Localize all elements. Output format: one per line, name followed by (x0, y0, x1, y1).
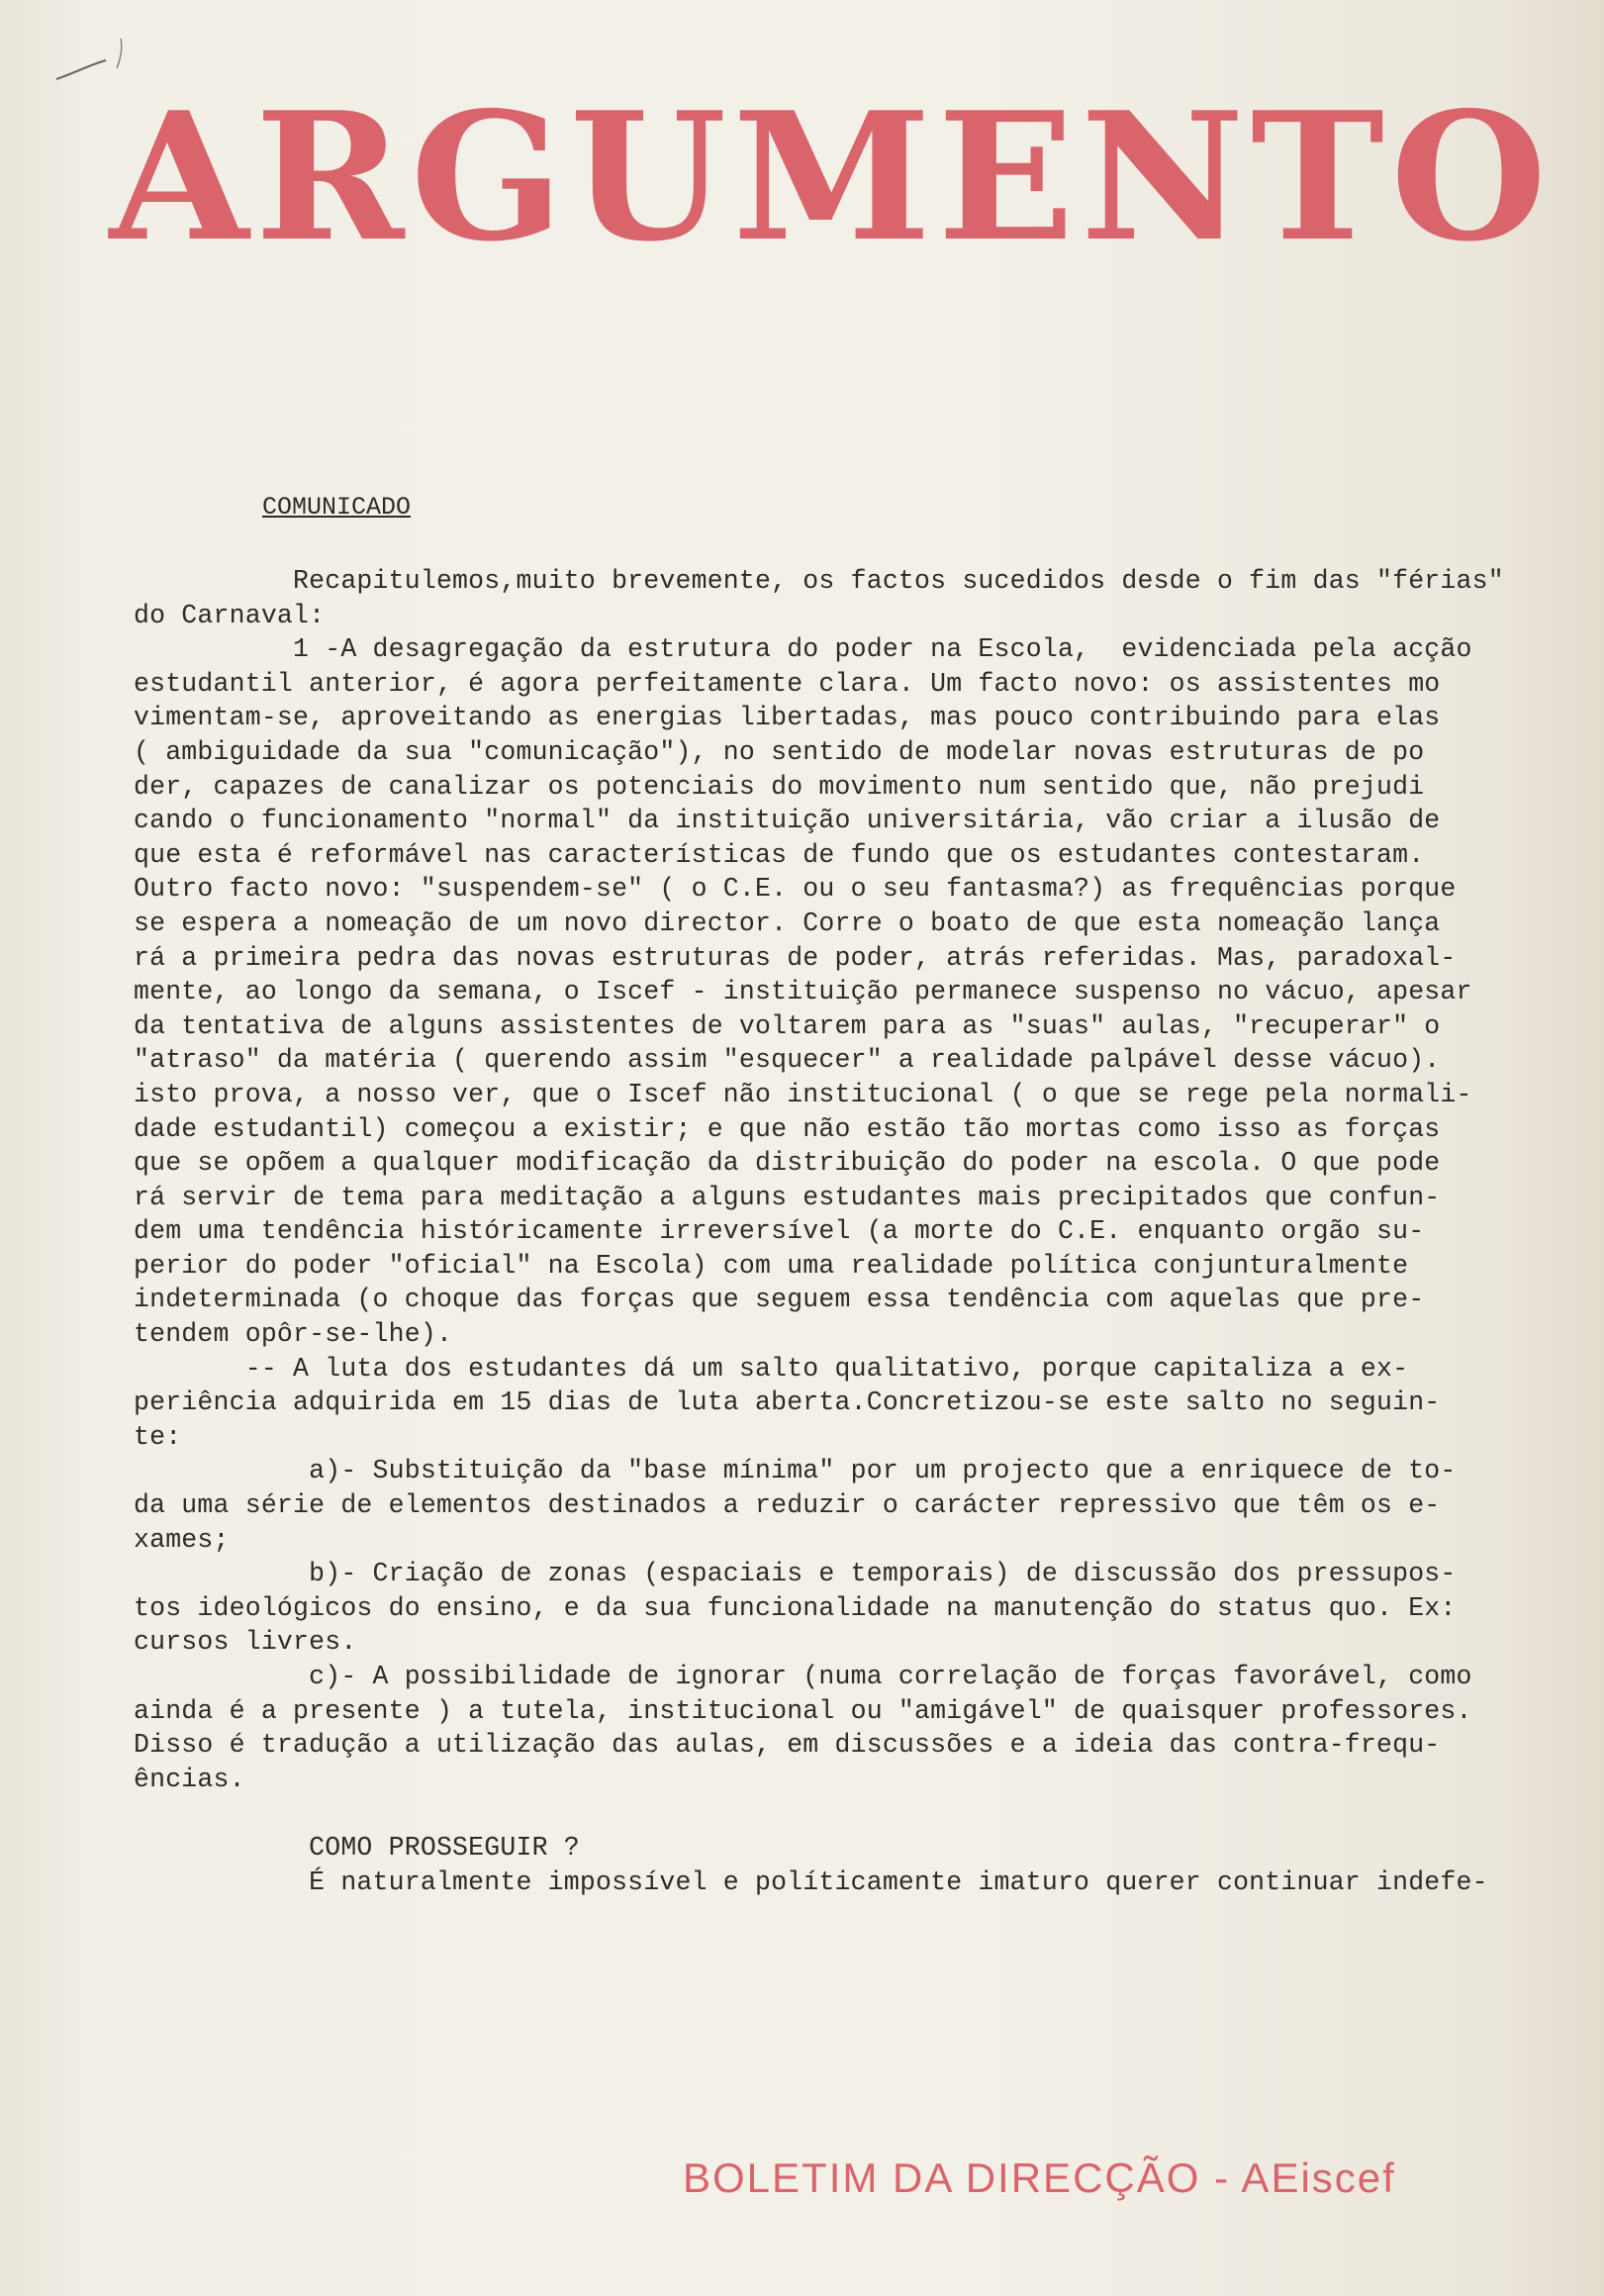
text-line: COMO PROSSEGUIR ? (134, 1832, 580, 1863)
text-line: dem uma tendência históricamente irreversível (a morte do C.E. enquanto orgão su- (134, 1216, 1425, 1247)
text-line: periência adquirida em 15 dias de luta aberta.Concretizou-se este salto no seguin- (134, 1387, 1441, 1418)
text-line: isto prova, a nosso ver, que o Iscef não institucional ( o que se rege pela normali- (134, 1079, 1472, 1109)
text-line: se espera a nomeação de um novo director. Corre o boato de que esta nomeação lança (134, 908, 1441, 938)
text-line: der, capazes de canalizar os potenciais do movimento num sentido que, não prejudi (134, 771, 1425, 802)
masthead-title: ARGUMENTO (109, 72, 1554, 280)
text-line: estudantil anterior, é agora perfeitamente clara. Um facto novo: os assistentes mo (134, 668, 1441, 699)
text-line: da tentativa de alguns assistentes de voltarem para as "suas" aulas, "recuperar" o (134, 1010, 1441, 1041)
text-line: do Carnaval: (134, 600, 326, 630)
text-line: a)- Substituição da "base mínima" por um projecto que a enriquece de to- (134, 1456, 1457, 1486)
text-line: c)- A possibilidade de ignorar (numa correlação de forças favorável, como (134, 1662, 1472, 1691)
text-line: xames; (134, 1524, 230, 1555)
text-line: dade estudantil) começou a existir; e que não estão tão mortas como isso as forças (134, 1113, 1441, 1144)
text-line: b)- Criação de zonas (espaciais e temporais) de discussão dos pressupos- (134, 1559, 1457, 1589)
text-line: perior do poder "oficial" na Escola) com uma realidade política conjunturalmente (134, 1250, 1409, 1281)
text-line: rá a primeira pedra das novas estruturas de poder, atrás referidas. Mas, paradoxal- (134, 942, 1457, 973)
text-line: vimentam-se, aproveitando as energias libertadas, mas pouco contribuindo para elas (134, 703, 1441, 733)
text-line: tendem opôr-se-lhe). (134, 1319, 453, 1350)
text-line: que esta é reformável nas características de fundo que os estudantes contestaram. (134, 839, 1425, 870)
text-line: Outro facto novo: "suspendem-se" ( o C.E. ou o seu fantasma?) as frequências porque (134, 874, 1457, 905)
text-line: Disso é tradução a utilização das aulas, em discussões e a ideia das contra-frequ- (134, 1730, 1441, 1761)
text-line: ainda é a presente ) a tutela, institucional ou "amigável" de quaisquer professores. (134, 1695, 1472, 1726)
text-line: mente, ao longo da semana, o Iscef - instituição permanece suspenso no vácuo, apesar (134, 977, 1472, 1007)
text-line: cando o funcionamento "normal" da instituição universitária, vão criar a ilusão de (134, 806, 1441, 836)
section-heading: COMUNICADO (262, 493, 412, 522)
text-line: -- A luta dos estudantes dá um salto qualitativo, porque capitaliza a ex- (134, 1353, 1409, 1384)
text-line: ( ambiguidade da sua "comunicação"), no sentido de modelar novas estruturas de po (134, 736, 1425, 767)
text-line: da uma série de elementos destinados a reduzir o carácter repressivo que têm os e- (134, 1490, 1441, 1521)
document-body (134, 564, 1524, 1899)
text-line: que se opõem a qualquer modificação da distribuição do poder na escola. O que pode (134, 1148, 1441, 1179)
text-line: "atraso" da matéria ( querendo assim "esquecer" a realidade palpável desse vácuo). (134, 1045, 1441, 1076)
text-line: cursos livres. (134, 1627, 357, 1658)
text-line: rá servir de tema para meditação a alguns estudantes mais precipitados que confun- (134, 1182, 1441, 1212)
text-line: 1 -A desagregação da estrutura do poder na Escola, evidenciada pela acção (134, 634, 1472, 665)
text-line: Recapitulemos,muito brevemente, os factos sucedidos desde o fim das "férias" (134, 566, 1504, 596)
text-line: ências. (134, 1764, 245, 1794)
text-line: É naturalmente impossível e políticamente imaturo querer continuar indefe- (134, 1866, 1488, 1897)
footer-signature: BOLETIM DA DIRECÇÃO - AEiscef (683, 2154, 1396, 2201)
text-line (134, 1796, 1524, 1831)
text-line: te: (134, 1421, 182, 1452)
text-line: indeterminada (o choque das forças que seguem essa tendência com aquelas que pre- (134, 1285, 1425, 1315)
text-line: tos ideológicos do ensino, e da sua funcionalidade na manutenção do status quo. Ex: (134, 1592, 1457, 1623)
